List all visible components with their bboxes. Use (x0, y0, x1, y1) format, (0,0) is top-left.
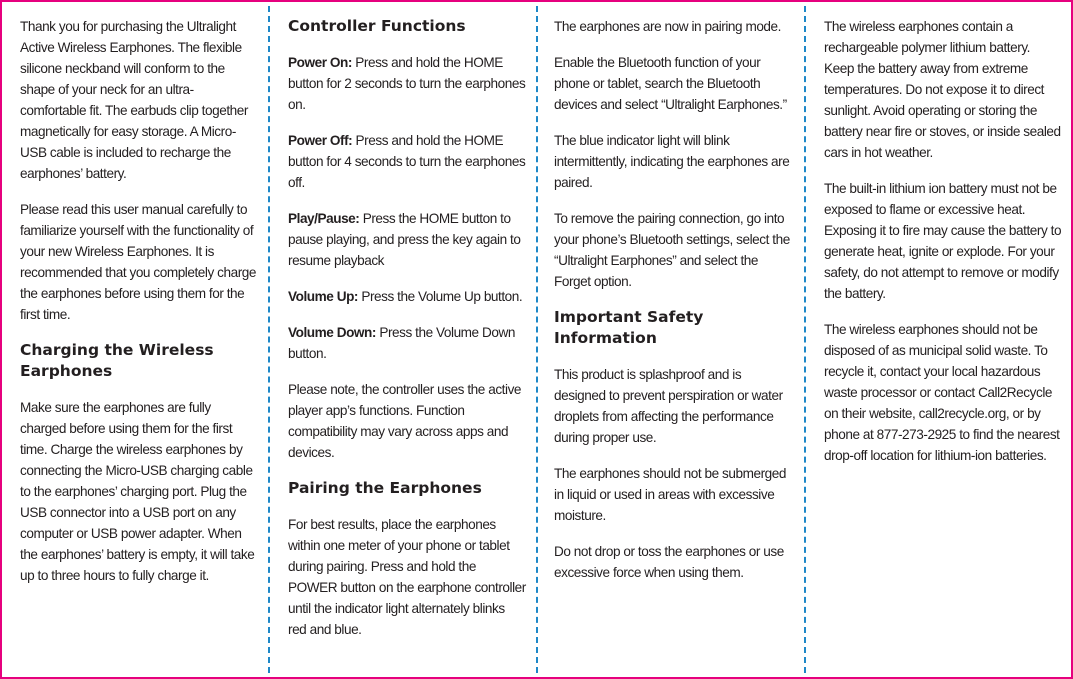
read-manual-paragraph: Please read this user manual carefully to familiarize yourself with the functionality of your new Wireless Earphones. It is recommended that you completely charge the earphones before using them for the first time. (20, 202, 257, 322)
controller-note: Please note, the controller uses the active player app’s functions. Function compatibility may vary across apps and devices. (288, 382, 522, 460)
function-volume-down (288, 322, 526, 364)
function-label: Play/Pause: (288, 211, 360, 226)
safety-heading: Important Safety Information (554, 308, 704, 347)
pairing-mode-paragraph: The earphones are now in pairing mode. (554, 19, 781, 34)
function-text: Press and hold the HOME button for 2 seconds to turn the earphones on. (288, 55, 526, 112)
function-text: Press and hold the HOME button for 4 seconds to turn the earphones off. (288, 133, 526, 190)
controller-heading: Controller Functions (288, 17, 466, 35)
pairing-heading: Pairing the Earphones (288, 479, 482, 497)
column-3 (554, 16, 792, 673)
function-power-on (288, 52, 526, 115)
fold-line-3 (804, 6, 806, 673)
battery-paragraph: The wireless earphones contain a rechargeable polymer lithium battery. Keep the battery away from extreme temperatures. Do not expose it to direct sunlight. Avoid operating or storing the battery near fire or stoves, or inside sealed cars in hot weather. (824, 19, 1061, 160)
column-2 (288, 16, 526, 673)
enable-bluetooth-paragraph: Enable the Bluetooth function of your phone or tablet, search the Bluetooth devices and select “Ultralight Earphones.” (554, 55, 787, 112)
function-power-off (288, 130, 526, 193)
splashproof-paragraph: This product is splashproof and is designed to prevent perspiration or water droplets from affecting the performance during proper use. (554, 367, 783, 445)
function-text: Press the Volume Up button. (358, 289, 523, 304)
drop-paragraph: Do not drop or toss the earphones or use excessive force when using them. (554, 544, 784, 580)
fold-line-1 (268, 6, 270, 673)
disposal-paragraph: The wireless earphones should not be disposed of as municipal solid waste. To recycle it, contact your local hazardous waste processor or contact Call2Recycle on their website, call2recycle.org, or by phone at 877-273-2925 to find the nearest drop-off location for lithium-ion batteries. (824, 322, 1060, 463)
function-text: Press the HOME button to pause playing, and press the key again to resume playback (288, 211, 521, 268)
function-volume-up (288, 286, 526, 307)
charging-heading: Charging the Wireless Earphones (20, 341, 214, 380)
function-label: Power On: (288, 55, 352, 70)
submerged-paragraph: The earphones should not be submerged in liquid or used in areas with excessive moisture. (554, 466, 786, 523)
intro-paragraph: Thank you for purchasing the Ultralight Active Wireless Earphones. The flexible silicone neckband will conform to the shape of your neck for an ultra-comfortable fit. The earbuds clip together magnetically for easy storage. A Micro-USB cable is included to recharge the earphones’ battery. (20, 19, 248, 181)
function-label: Volume Up: (288, 289, 359, 304)
function-label: Power Off: (288, 133, 353, 148)
charging-paragraph: Make sure the earphones are fully charged before using them for the first time. Charge the wireless earphones by connecting the Micro-USB charging cable to the earphones’ charging port. Plug the USB connector into a USB port on any computer or USB power adapter. When the earphones’ battery is empty, it will take up to three hours to fully charge it. (20, 400, 255, 583)
fold-line-2 (536, 6, 538, 673)
pairing-paragraph: For best results, place the earphones within one meter of your phone or tablet during pairing. Press and hold the POWER button on the earphone controller until the indicator light alternately blinks red and blue. (288, 517, 526, 637)
function-text: Press the Volume Down button. (288, 325, 515, 361)
function-play-pause (288, 208, 526, 271)
blue-light-paragraph: The blue indicator light will blink intermittently, indicating the earphones are paired. (554, 133, 790, 190)
function-label: Volume Down: (288, 325, 376, 340)
remove-pairing-paragraph: To remove the pairing connection, go into your phone’s Bluetooth settings, select the “Ultralight Earphones” and select the Forget option. (554, 211, 790, 289)
column-4 (824, 16, 1062, 673)
column-1 (20, 16, 258, 673)
flame-paragraph: The built-in lithium ion battery must not be exposed to flame or excessive heat. Exposing it to fire may cause the battery to generate heat, ignite or explode. For your safety, do not attempt to remove or modify the battery. (824, 181, 1062, 301)
